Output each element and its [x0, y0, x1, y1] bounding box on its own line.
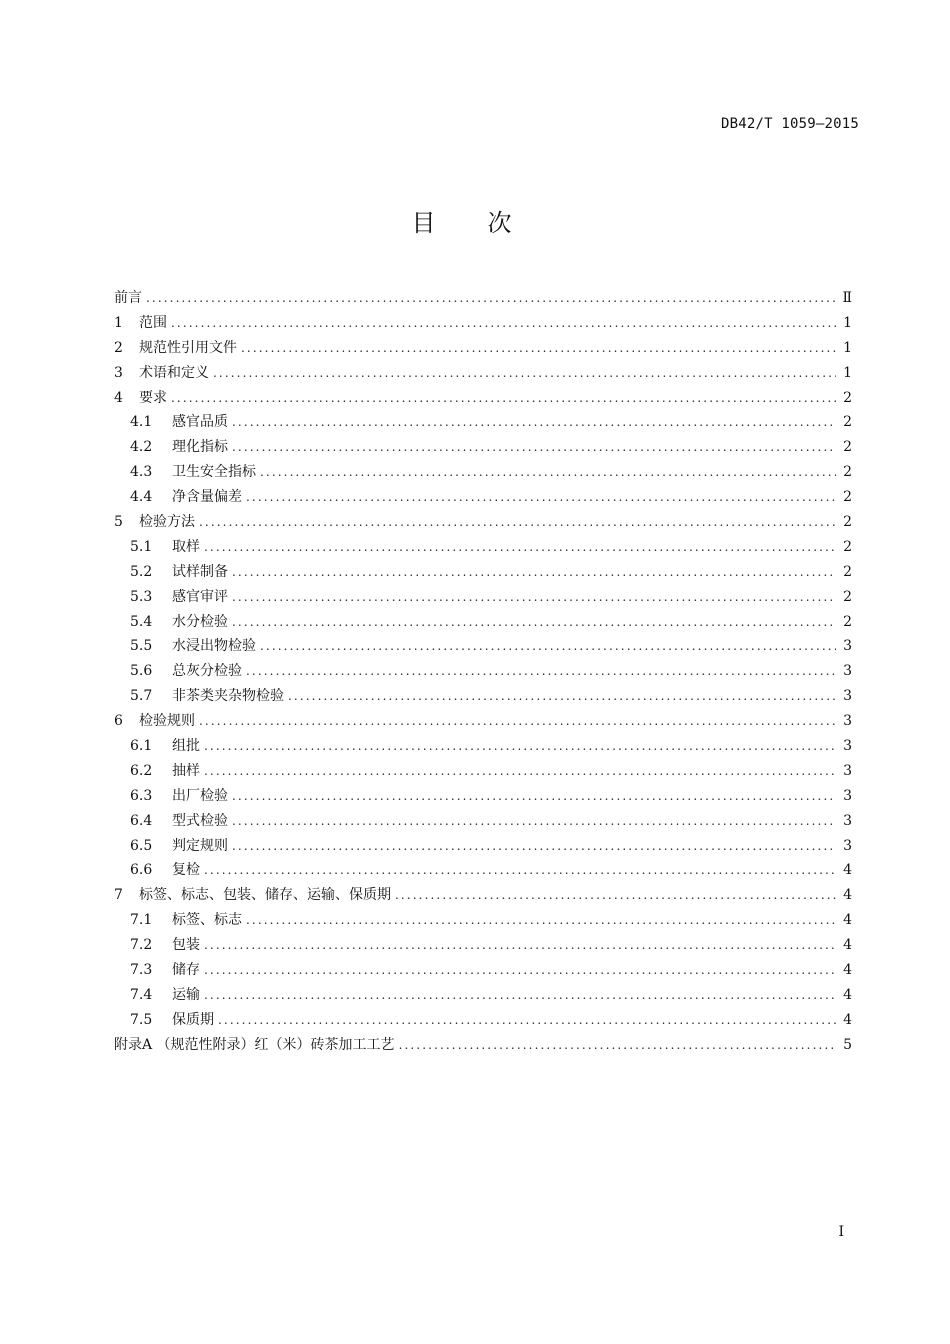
toc-entry-page: 3 — [843, 787, 852, 804]
toc-entry-label: 感官品质 — [172, 414, 228, 431]
toc-dot-leader — [204, 858, 836, 883]
toc-entry[interactable] — [114, 834, 852, 859]
toc-entry-label: 抽样 — [172, 762, 200, 779]
toc-entry[interactable] — [114, 435, 852, 460]
toc-dot-leader — [246, 485, 836, 510]
toc-entry-number: 4.2 — [130, 439, 153, 456]
toc-entry-number: 5.7 — [130, 688, 153, 705]
toc-dot-leader — [232, 809, 836, 834]
toc-entry-label: 净含量偏差 — [172, 489, 242, 506]
toc-entry-number: 5.3 — [130, 588, 153, 605]
toc-entry-page: 4 — [843, 937, 852, 954]
toc-dot-leader — [246, 908, 836, 933]
toc-entry-label: 运输 — [172, 986, 200, 1003]
toc-entry-page: 2 — [843, 464, 852, 481]
toc-entry[interactable] — [114, 958, 852, 983]
toc-entry-label: 水分检验 — [172, 613, 228, 630]
toc-dot-leader — [171, 311, 836, 336]
toc-entry-number: 4 — [114, 389, 123, 406]
toc-entry[interactable] — [114, 386, 852, 411]
toc-entry[interactable] — [114, 510, 852, 535]
toc-dot-leader — [232, 585, 836, 610]
toc-entry-page: 2 — [843, 538, 852, 555]
toc-entry-number: 7.4 — [130, 986, 153, 1003]
toc-entry-label: 出厂检验 — [172, 787, 228, 804]
toc-dot-leader — [213, 361, 836, 386]
toc-dot-leader — [232, 410, 836, 435]
toc-entry-number: 4.1 — [130, 414, 153, 431]
toc-dot-leader — [246, 659, 836, 684]
toc-entry-page: 2 — [843, 613, 852, 630]
toc-entry-page: 3 — [843, 812, 852, 829]
toc-entry-page: 1 — [843, 314, 852, 331]
toc-entry[interactable] — [114, 410, 852, 435]
toc-entry[interactable] — [114, 610, 852, 635]
toc-entry-label: 取样 — [172, 538, 200, 555]
toc-entry-page: 4 — [843, 962, 852, 979]
toc-entry[interactable] — [114, 286, 852, 311]
toc-entry-number: 5.2 — [130, 563, 153, 580]
toc-entry-number: 7.3 — [130, 962, 153, 979]
toc-entry[interactable] — [114, 908, 852, 933]
toc-entry-page: 4 — [843, 1011, 852, 1028]
toc-entry[interactable] — [114, 560, 852, 585]
toc-entry-page: 2 — [843, 439, 852, 456]
toc-dot-leader — [146, 286, 836, 311]
toc-entry-number: 4.4 — [130, 489, 153, 506]
toc-entry-number: 6.4 — [130, 812, 153, 829]
toc-entry-label: 判定规则 — [172, 837, 228, 854]
toc-entry-number: 6.3 — [130, 787, 153, 804]
toc-dot-leader — [260, 460, 836, 485]
toc-entry-number: 6.5 — [130, 837, 153, 854]
toc-entry-label: 复检 — [172, 862, 200, 879]
toc-entry-page: 4 — [843, 986, 852, 1003]
toc-entry[interactable] — [114, 634, 852, 659]
toc-entry-page: 3 — [843, 738, 852, 755]
toc-entry-number: 1 — [114, 314, 123, 331]
toc-entry-label: 附录A （规范性附录）红（米）砖茶加工工艺 — [114, 1036, 395, 1053]
toc-dot-leader — [260, 634, 836, 659]
toc-entry-page: 1 — [843, 364, 852, 381]
toc-entry[interactable] — [114, 983, 852, 1008]
document-code: DB42/T 1059—2015 — [720, 116, 859, 132]
toc-entry[interactable] — [114, 809, 852, 834]
toc-entry-number: 2 — [114, 339, 123, 356]
toc-entry[interactable] — [114, 858, 852, 883]
toc-entry[interactable] — [114, 933, 852, 958]
toc-entry-page: 3 — [843, 713, 852, 730]
toc-entry-label: 要求 — [139, 389, 167, 406]
table-of-contents — [114, 286, 852, 1058]
toc-entry-label: 范围 — [139, 314, 167, 331]
toc-entry-number: 7.1 — [130, 912, 153, 929]
toc-entry-number: 3 — [114, 364, 123, 381]
toc-entry-page: 3 — [843, 837, 852, 854]
toc-entry-page: Ⅱ — [842, 290, 852, 306]
toc-entry-page: 3 — [843, 663, 852, 680]
toc-dot-leader — [204, 535, 836, 560]
toc-entry-label: 型式检验 — [172, 812, 228, 829]
page-number: I — [838, 1224, 844, 1240]
toc-entry[interactable] — [114, 659, 852, 684]
toc-entry-label: 检验方法 — [139, 514, 195, 531]
toc-entry[interactable] — [114, 784, 852, 809]
toc-dot-leader — [232, 560, 836, 585]
toc-title: 目次 — [411, 209, 564, 237]
toc-dot-leader — [204, 933, 836, 958]
toc-entry-label: 卫生安全指标 — [172, 464, 256, 481]
toc-entry-label: 总灰分检验 — [172, 663, 242, 680]
toc-dot-leader — [232, 784, 836, 809]
toc-dot-leader — [232, 610, 836, 635]
toc-entry-number: 7 — [114, 887, 123, 904]
toc-entry-page: 2 — [843, 489, 852, 506]
toc-entry-label: 感官审评 — [172, 588, 228, 605]
toc-entry[interactable] — [114, 1008, 852, 1033]
toc-dot-leader — [218, 1008, 836, 1033]
toc-entry-number: 6.2 — [130, 762, 153, 779]
toc-entry-label: 术语和定义 — [139, 364, 209, 381]
toc-entry-number: 5.5 — [130, 638, 153, 655]
toc-dot-leader — [204, 759, 836, 784]
toc-entry[interactable] — [114, 535, 852, 560]
toc-entry-label: 非茶类夹杂物检验 — [172, 688, 284, 705]
toc-entry-page: 2 — [843, 588, 852, 605]
toc-entry[interactable] — [114, 460, 852, 485]
toc-entry-page: 3 — [843, 762, 852, 779]
toc-dot-leader — [204, 958, 836, 983]
toc-entry-page: 4 — [843, 862, 852, 879]
toc-entry-number: 5.4 — [130, 613, 153, 630]
toc-entry-label: 水浸出物检验 — [172, 638, 256, 655]
toc-entry-number: 4.3 — [130, 464, 153, 481]
toc-entry-page: 3 — [843, 638, 852, 655]
toc-entry[interactable] — [114, 759, 852, 784]
toc-entry-page: 2 — [843, 414, 852, 431]
toc-entry-page: 2 — [843, 389, 852, 406]
toc-dot-leader — [399, 1033, 836, 1058]
toc-entry[interactable] — [114, 883, 852, 908]
toc-entry[interactable] — [114, 361, 852, 386]
toc-entry-label: 检验规则 — [139, 713, 195, 730]
toc-entry-number: 7.5 — [130, 1011, 153, 1028]
toc-entry-label: 前言 — [114, 290, 142, 306]
toc-entry[interactable] — [114, 311, 852, 336]
toc-entry-page: 3 — [843, 688, 852, 705]
toc-entry[interactable] — [114, 485, 852, 510]
toc-entry-page: 2 — [843, 563, 852, 580]
toc-entry-label: 规范性引用文件 — [139, 339, 237, 356]
toc-entry[interactable] — [114, 1033, 852, 1058]
toc-entry-page: 4 — [843, 887, 852, 904]
toc-entry[interactable] — [114, 336, 852, 361]
toc-entry-label: 理化指标 — [172, 439, 228, 456]
toc-entry-page: 5 — [843, 1036, 852, 1053]
toc-dot-leader — [232, 435, 836, 460]
toc-entry[interactable] — [114, 684, 852, 709]
toc-entry-number: 6 — [114, 713, 123, 730]
toc-entry-label: 包装 — [172, 937, 200, 954]
toc-entry[interactable] — [114, 585, 852, 610]
toc-dot-leader — [395, 883, 836, 908]
toc-dot-leader — [171, 386, 836, 411]
toc-entry-page: 2 — [843, 514, 852, 531]
toc-entry-label: 组批 — [172, 738, 200, 755]
toc-entry-label: 保质期 — [172, 1011, 214, 1028]
toc-entry-number: 5 — [114, 514, 123, 531]
toc-entry[interactable] — [114, 734, 852, 759]
toc-entry-page: 1 — [843, 339, 852, 356]
toc-entry-number: 7.2 — [130, 937, 153, 954]
toc-dot-leader — [204, 734, 836, 759]
toc-entry-number: 5.1 — [130, 538, 153, 555]
toc-dot-leader — [241, 336, 836, 361]
toc-dot-leader — [199, 709, 836, 734]
toc-entry-number: 5.6 — [130, 663, 153, 680]
toc-dot-leader — [232, 834, 836, 859]
toc-dot-leader — [288, 684, 836, 709]
toc-entry-number: 6.1 — [130, 738, 153, 755]
toc-entry-label: 储存 — [172, 962, 200, 979]
toc-dot-leader — [204, 983, 836, 1008]
toc-entry-number: 6.6 — [130, 862, 153, 879]
toc-entry[interactable] — [114, 709, 852, 734]
toc-entry-page: 4 — [843, 912, 852, 929]
toc-entry-label: 试样制备 — [172, 563, 228, 580]
toc-dot-leader — [199, 510, 836, 535]
toc-entry-label: 标签、标志 — [172, 912, 242, 929]
toc-entry-label: 标签、标志、包装、储存、运输、保质期 — [139, 887, 391, 904]
